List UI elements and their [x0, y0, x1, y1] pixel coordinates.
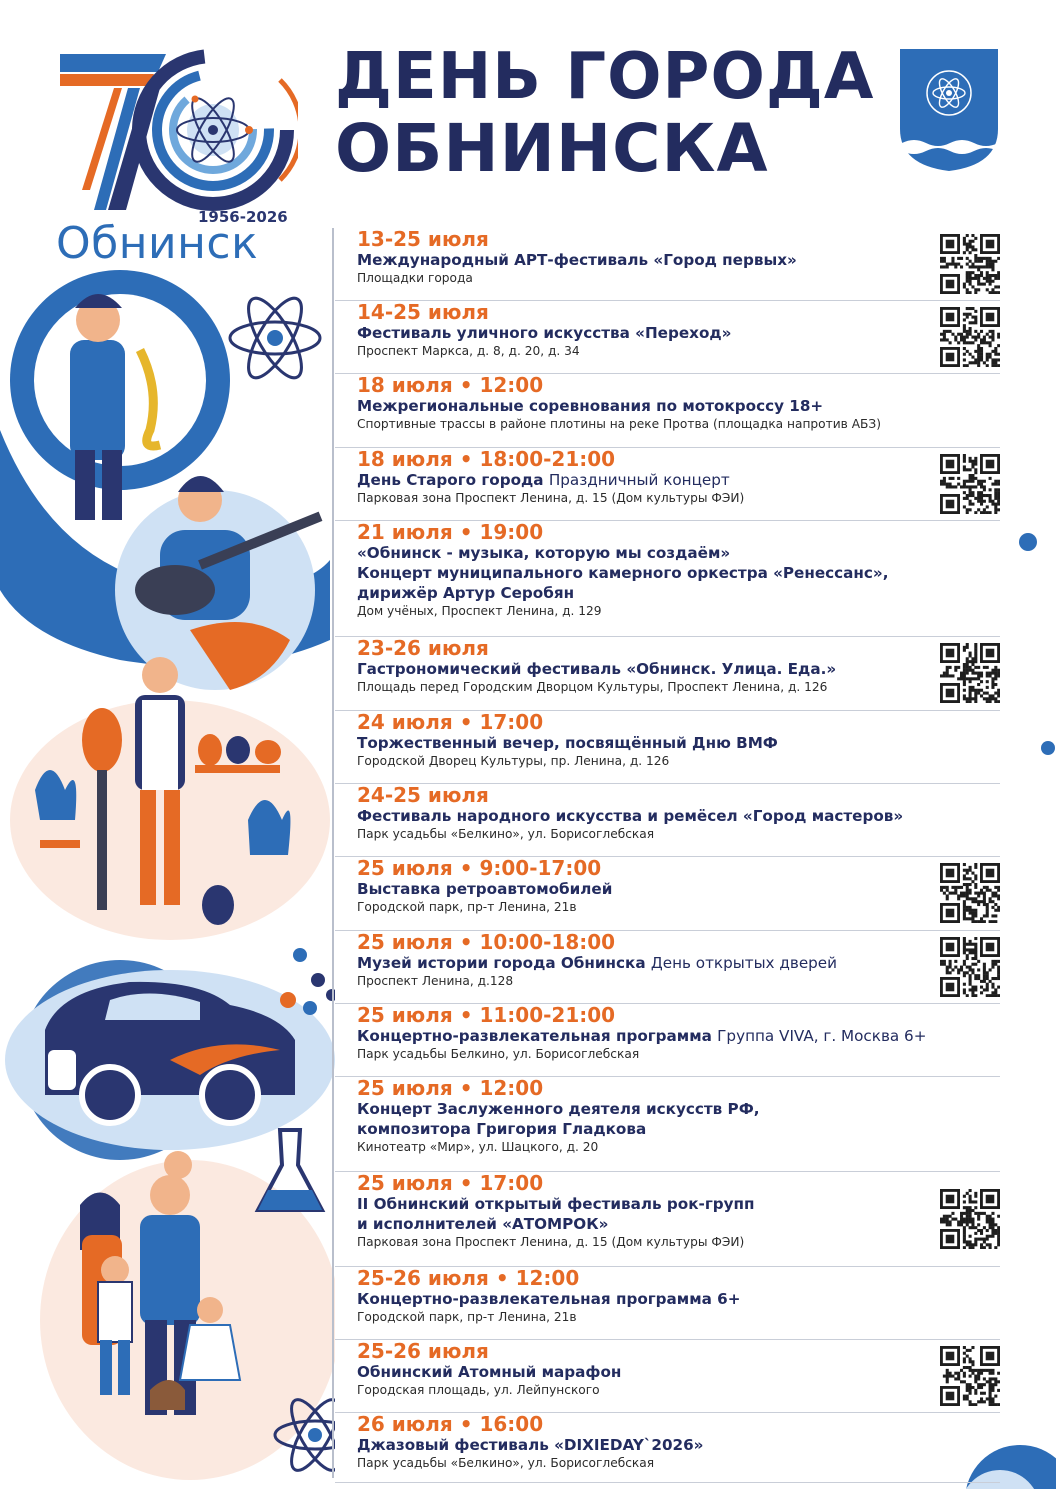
event-item [335, 637, 1000, 711]
event-title [357, 953, 1000, 973]
event-item [335, 857, 1000, 931]
event-title-segment: Музей истории города Обнинска [357, 954, 651, 972]
event-title-segment: День открытых дверей [650, 954, 838, 972]
event-date: 25-26 июля [357, 1339, 489, 1363]
event-date: 18 июля • 18:00-21:00 [357, 447, 616, 471]
event-title [357, 1289, 1000, 1309]
event-item [335, 711, 1000, 784]
event-title-segment: Фестиваль уличного искусства «Переход» [357, 324, 732, 342]
event-title [357, 733, 1000, 753]
event-date: 24 июля • 17:00 [357, 710, 544, 734]
event-date: 13-25 июля [357, 227, 489, 251]
event-venue: Городской Дворец Культуры, пр. Ленина, д. 126 [357, 754, 670, 768]
event-venue: Городской парк, пр-т Ленина, 21в [357, 1310, 577, 1324]
event-title-segment: День Старого города [357, 471, 549, 489]
event-title-segment: Концертно-развлекательная программа 6+ [357, 1290, 741, 1308]
qr-code-icon[interactable] [940, 643, 1000, 703]
decor-dot-icon [1040, 740, 1056, 756]
event-title-segment: Торжественный вечер, посвящённый Дню ВМФ [357, 734, 778, 752]
event-venue: Городская площадь, ул. Лейпунского [357, 1383, 600, 1397]
event-venue: Спортивные трассы в районе плотины на реке Протва (площадка напротив АБЗ) [357, 417, 881, 431]
event-title [357, 659, 1000, 679]
event-date: 25 июля • 9:00-17:00 [357, 856, 602, 880]
event-venue: Парк усадьбы «Белкино», ул. Борисоглебская [357, 827, 655, 841]
event-title [357, 1435, 1000, 1455]
event-date: 25-26 июля • 12:00 [357, 1266, 580, 1290]
event-title-segment: Межрегиональные соревнования по мотокроссу 18+ [357, 397, 824, 415]
event-title-segment: дирижёр Артур Серобян [357, 584, 575, 602]
event-title-segment: Концерт Заслуженного деятеля искусств РФ, [357, 1100, 760, 1118]
event-title-segment: и исполнителей «АТОМРОК» [357, 1215, 609, 1233]
event-date: 24-25 июля [357, 783, 489, 807]
decor-dot-icon [1018, 532, 1038, 552]
event-date: 21 июля • 19:00 [357, 520, 544, 544]
event-venue: Проспект Маркса, д. 8, д. 20, д. 34 [357, 344, 580, 358]
event-title-segment: Концертно-развлекательная программа [357, 1027, 718, 1045]
event-title-segment: II Обнинский открытый фестиваль рок-групп [357, 1195, 755, 1213]
event-date: 14-25 июля [357, 300, 489, 324]
event-title-segment: Обнинский Атомный марафон [357, 1363, 622, 1381]
event-item [335, 301, 1000, 374]
event-item [335, 1413, 1000, 1483]
event-title-segment: Международный АРТ-фестиваль «Город первых» [357, 251, 797, 269]
event-item [335, 784, 1000, 857]
qr-code-icon[interactable] [940, 863, 1000, 923]
event-title [357, 250, 1000, 270]
qr-code-icon[interactable] [940, 234, 1000, 294]
event-title-segment: Джазовый фестиваль «DIXIEDAY`2026» [357, 1436, 704, 1454]
event-item [335, 1267, 1000, 1340]
event-title [357, 470, 1000, 490]
event-item [335, 931, 1000, 1004]
qr-code-icon[interactable] [940, 937, 1000, 997]
event-venue: Дом учёных, Проспект Ленина, д. 129 [357, 604, 602, 618]
event-item [335, 1340, 1000, 1413]
anniversary-logo [48, 40, 298, 269]
event-title [357, 879, 1000, 899]
event-title [357, 543, 1000, 563]
event-title-segment: Выставка ретроавтомобилей [357, 880, 613, 898]
coat-of-arms-icon [896, 47, 1002, 173]
logo-years: 1956-2026 [198, 208, 288, 226]
event-date: 26 июля • 16:00 [357, 1412, 544, 1436]
event-date: 25 июля • 11:00-21:00 [357, 1003, 616, 1027]
event-title [357, 396, 1000, 416]
event-venue: Площадь перед Городским Дворцом Культуры, Проспект Ленина, д. 126 [357, 680, 828, 694]
event-date: 18 июля • 12:00 [357, 373, 544, 397]
event-title [357, 583, 1000, 603]
qr-code-icon[interactable] [940, 307, 1000, 367]
page-title-line1: ДЕНЬ ГОРОДА [335, 40, 875, 114]
event-venue: Проспект Ленина, д.128 [357, 974, 514, 988]
event-title [357, 806, 1000, 826]
event-title-segment: композитора Григория Гладкова [357, 1120, 647, 1138]
event-venue: Городской парк, пр-т Ленина, 21в [357, 900, 577, 914]
event-date: 25 июля • 10:00-18:00 [357, 930, 616, 954]
event-title [357, 1119, 1000, 1139]
event-venue: Парковая зона Проспект Ленина, д. 15 (Дом культуры ФЭИ) [357, 491, 745, 505]
event-item [335, 521, 1000, 637]
event-item [335, 228, 1000, 301]
qr-code-icon[interactable] [940, 454, 1000, 514]
event-item [335, 448, 1000, 521]
festival-illustration [0, 260, 335, 1489]
event-title-segment: Праздничный концерт [548, 471, 730, 489]
event-item [335, 374, 1000, 448]
event-item [335, 1172, 1000, 1267]
event-title [357, 1099, 1000, 1119]
qr-code-icon[interactable] [940, 1189, 1000, 1249]
logo-city-name: Обнинск [56, 218, 259, 269]
event-date: 23-26 июля [357, 636, 489, 660]
event-title [357, 1026, 1000, 1046]
event-venue: Парк усадьбы «Белкино», ул. Борисоглебская [357, 1456, 655, 1470]
event-title [357, 323, 1000, 343]
timeline-line [332, 228, 334, 1478]
event-title [357, 1362, 1000, 1382]
event-date: 25 июля • 12:00 [357, 1076, 544, 1100]
event-title [357, 563, 1000, 583]
event-item [335, 1004, 1000, 1077]
event-title [357, 1194, 1000, 1214]
event-item [335, 1077, 1000, 1172]
event-venue: Парк усадьбы Белкино, ул. Борисоглебская [357, 1047, 640, 1061]
event-venue: Кинотеатр «Мир», ул. Шацкого, д. 20 [357, 1140, 599, 1154]
event-venue: Парковая зона Проспект Ленина, д. 15 (Дом культуры ФЭИ) [357, 1235, 745, 1249]
event-title-segment: Группа VIVA, г. Москва 6+ [717, 1027, 927, 1045]
event-title [357, 1214, 1000, 1234]
page-title-line2: ОБНИНСКА [335, 110, 769, 187]
qr-code-icon[interactable] [940, 1346, 1000, 1406]
event-title-segment: «Обнинск - музыка, которую мы создаём» [357, 544, 731, 562]
event-title-segment: Фестиваль народного искусства и ремёсел «Город мастеров» [357, 807, 904, 825]
event-date: 25 июля • 17:00 [357, 1171, 544, 1195]
event-title-segment: Гастрономический фестиваль «Обнинск. Улица. Еда.» [357, 660, 837, 678]
event-list [335, 228, 1000, 1483]
event-venue: Площадки города [357, 271, 473, 285]
event-title-segment: Концерт муниципального камерного оркестра «Ренессанс», [357, 564, 889, 582]
